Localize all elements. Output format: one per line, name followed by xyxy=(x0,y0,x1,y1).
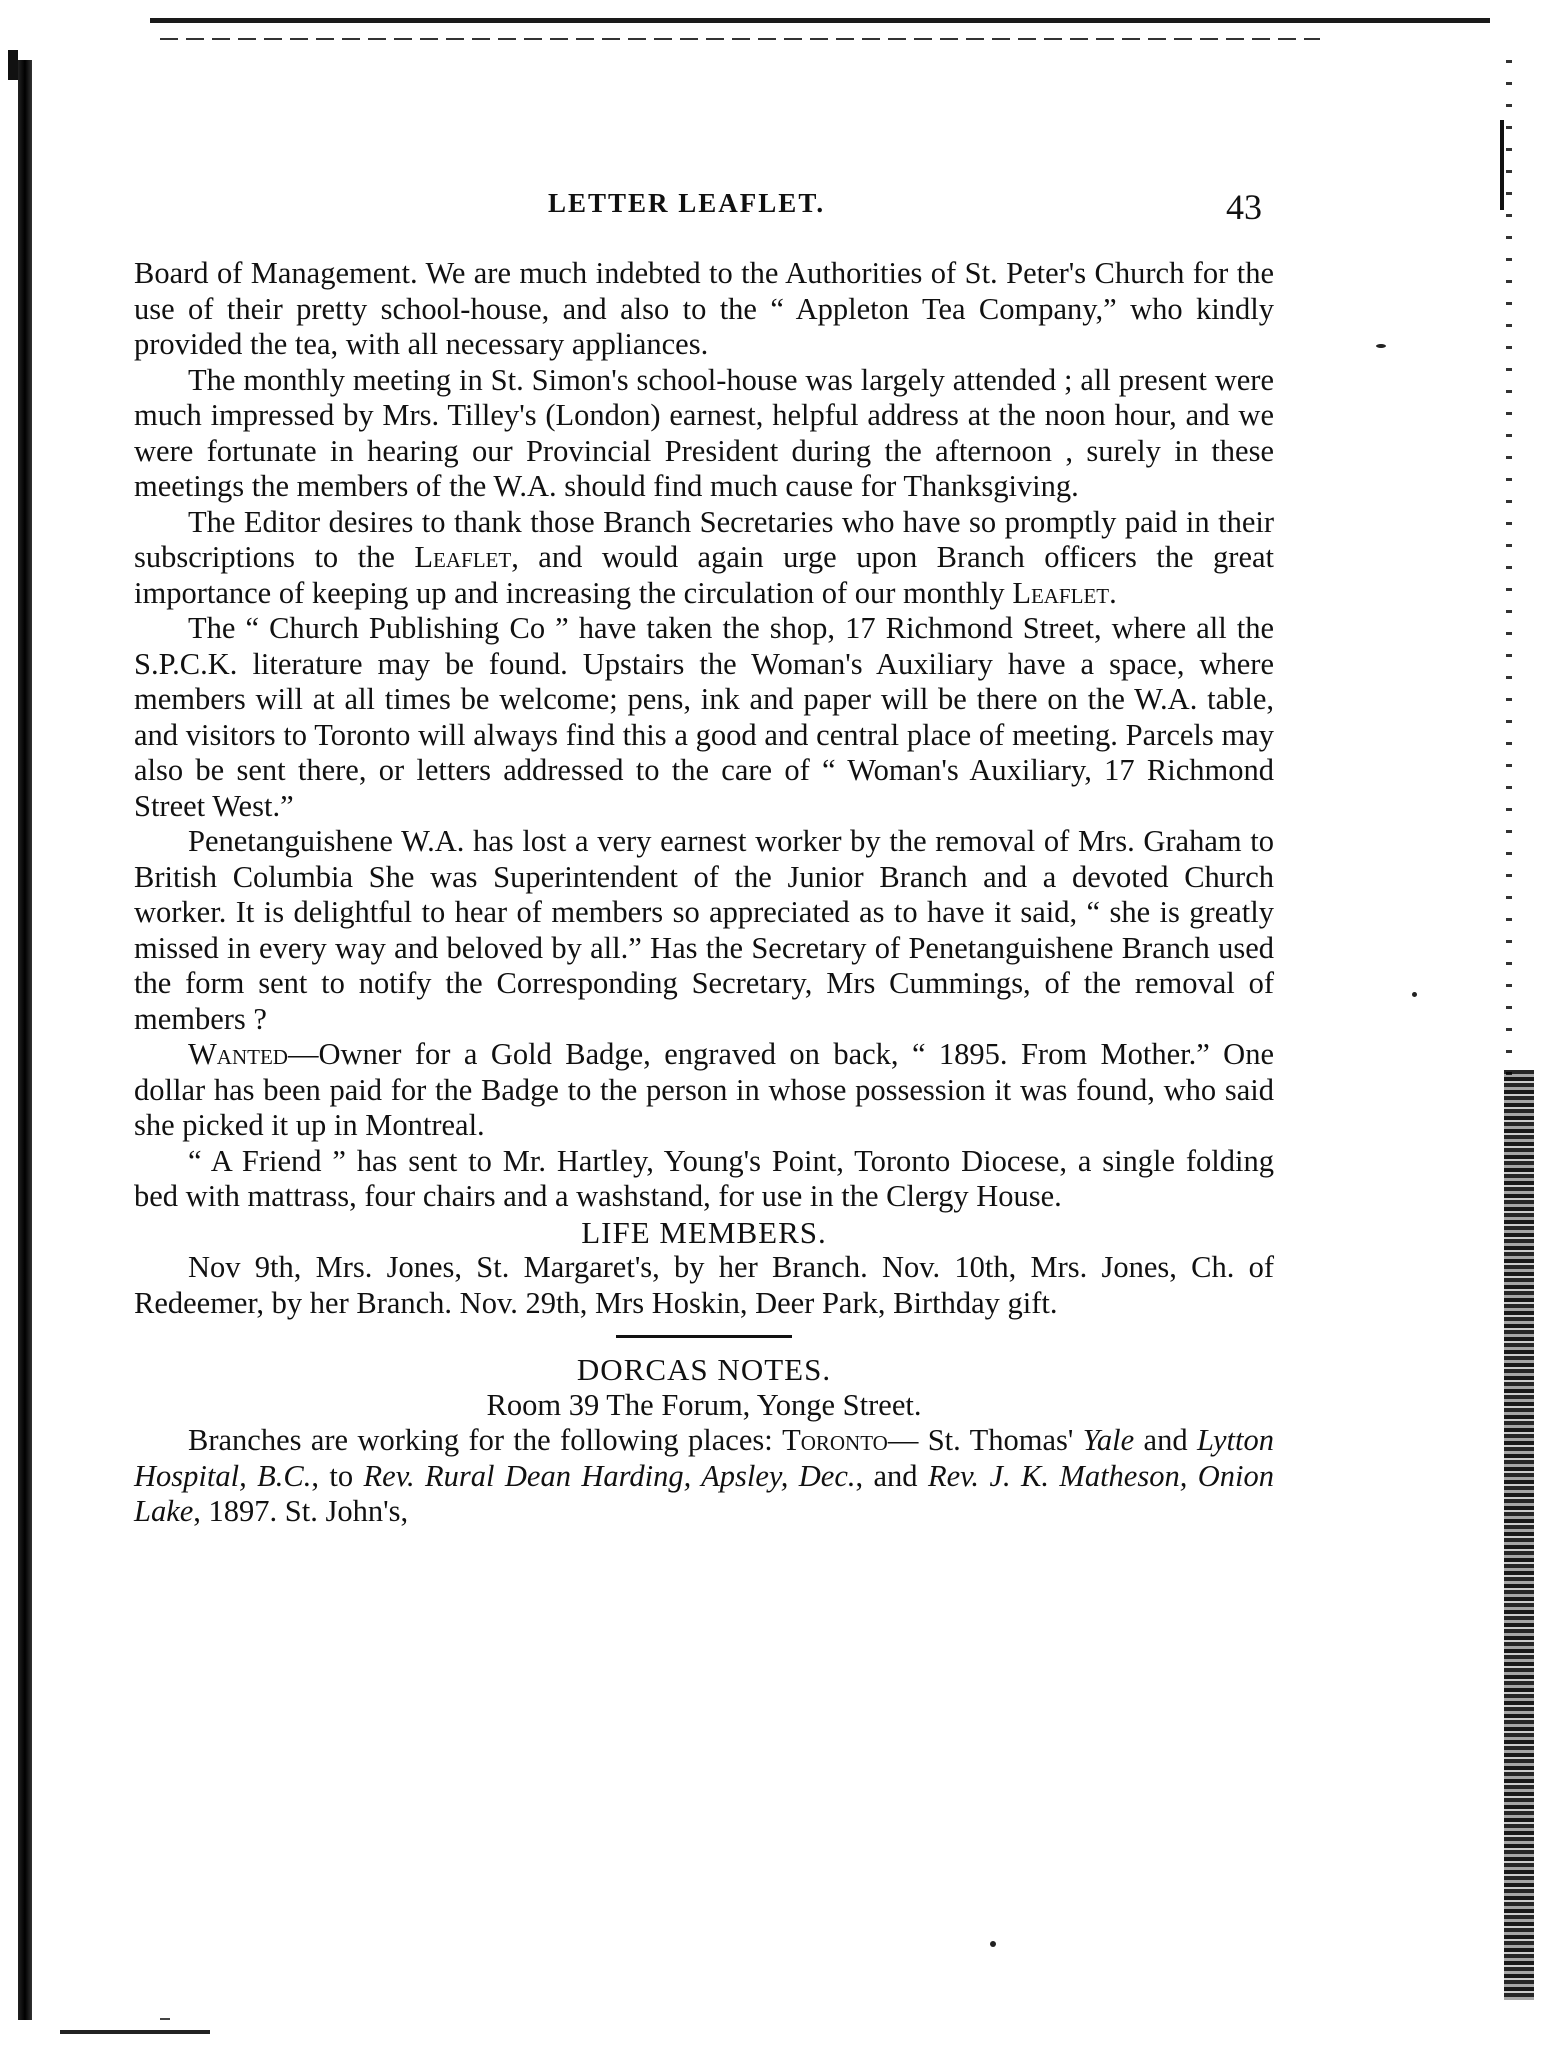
paragraph-text: , and xyxy=(855,1458,918,1493)
scan-speck xyxy=(1412,992,1417,997)
paragraph: The monthly meeting in St. Simon's school-house was largely attended ; all present were much impressed by Mrs. Tilley's (London) earnest, helpful address at the noon hour, and we were fortunate in hearing our Provincial President during the afternoon , surely in these meetings the members of the W.A. should find much cause for Thanksgiving. xyxy=(134,362,1274,503)
running-title: LETTER LEAFLET. xyxy=(548,188,826,218)
left-edge-notch xyxy=(8,50,18,80)
bottom-edge-tick xyxy=(160,2018,170,2020)
scan-speck xyxy=(990,1941,996,1947)
page-number: 43 xyxy=(1226,187,1262,227)
left-binding-edge xyxy=(18,60,32,2020)
paragraph: “ A Friend ” has sent to Mr. Hartley, Young's Point, Toronto Diocese, a single folding bed with mattrass, four chairs and a washstand, for use in the Clergy House. xyxy=(134,1143,1274,1213)
dorcas-notes-heading: DORCAS NOTES. xyxy=(576,1352,832,1387)
right-edge-noise-band xyxy=(1504,1070,1534,2000)
top-edge-rule xyxy=(150,18,1490,23)
paragraph xyxy=(134,1037,1274,1144)
paragraph-text: , and would again urge upon Branch officers the great importance of keeping up and increasing the circulation of our monthly xyxy=(134,540,1274,610)
paragraph xyxy=(134,505,1274,612)
right-edge-bar xyxy=(1500,120,1504,210)
scan-speck xyxy=(1376,344,1386,348)
paragraph: Board of Management. We are much indebted to the Authorities of St. Peter's Church for the use of their pretty school-house, and also to the “ Appleton Tea Company,” who kindly provided the tea, with all necessary appliances. xyxy=(134,256,1274,361)
paragraph: Penetanguishene W.A. has lost a very earnest worker by the removal of Mrs. Graham to British Columbia She was Superintendent of the Junior Branch and a devoted Church worker. It is delightful to hear of members so appreciated as to have it said, “ she is greatly missed in every way and beloved by all.” Has the Secretary of Penetanguishene Branch used the form sent to notify the Corresponding Secretary, Mrs Cummings, of the removal of members ? xyxy=(134,824,1274,1036)
paragraph: The “ Church Publishing Co ” have taken the shop, 17 Richmond Street, where all the S.P.C.K. literature may be found. Upstairs the Woman's Auxiliary have a space, where members will at all times be welcome; pens, ink and paper will be there on the W.A. table, and visitors to Toronto will always find this a good and central place of meeting. Parcels may also be sent there, or letters addressed to the care of “ Woman's Auxiliary, 17 Richmond Street West.” xyxy=(134,611,1274,823)
italic-name: Rev. Rural Dean Harding, Apsley, Dec. xyxy=(363,1458,856,1493)
paragraph-text: The Editor desires to thank those Branch Secretaries who have so promptly paid in their subscriptions to the xyxy=(134,504,1274,574)
wanted-small-caps: Wanted xyxy=(188,1037,288,1071)
paragraph-text: and xyxy=(1143,1423,1188,1457)
right-edge-dots xyxy=(1506,60,1512,1080)
leaflet-small-caps: Leaflet xyxy=(414,540,512,574)
life-members-heading: LIFE MEMBERS. xyxy=(581,1214,827,1250)
paragraph-text: , 1897. St. John's, xyxy=(193,1494,409,1528)
paragraph-text: Branches are working for the following places: xyxy=(188,1423,773,1457)
body-text xyxy=(134,256,1274,1530)
top-edge-dashes xyxy=(160,38,1320,40)
dorcas-location: Room 39 The Forum, Yonge Street. xyxy=(486,1387,922,1422)
paragraph-text: —Owner for a Gold Badge, engraved on back, “ 1895. From Mother.” One dollar has been paid for the Badge to the person in whose possession it was found, who said she picked it up in Montreal. xyxy=(134,1037,1274,1142)
life-members-text: Nov 9th, Mrs. Jones, St. Margaret's, by her Branch. Nov. 10th, Mrs. Jones, Ch. of Redeemer, by her Branch. Nov. 29th, Mrs Hoskin, Deer Park, Birthday gift. xyxy=(134,1250,1274,1320)
leaflet-small-caps: Leaflet xyxy=(1012,575,1110,610)
paragraph-text: , to xyxy=(311,1458,354,1493)
italic-place: Yale xyxy=(1082,1423,1135,1457)
italic-place: Lytton Hospital, B.C. xyxy=(134,1423,1275,1493)
right-scan-edge xyxy=(1500,60,1536,2000)
paragraph-text: — St. Thomas' xyxy=(887,1423,1074,1457)
paragraph-text: . xyxy=(1109,575,1117,610)
bottom-edge-mark xyxy=(60,2030,210,2034)
section-divider xyxy=(616,1335,792,1338)
toronto-small-caps: Toronto xyxy=(782,1423,888,1457)
dorcas-paragraph xyxy=(134,1423,1274,1530)
italic-name: Rev. J. K. Matheson, Onion Lake xyxy=(134,1458,1274,1528)
